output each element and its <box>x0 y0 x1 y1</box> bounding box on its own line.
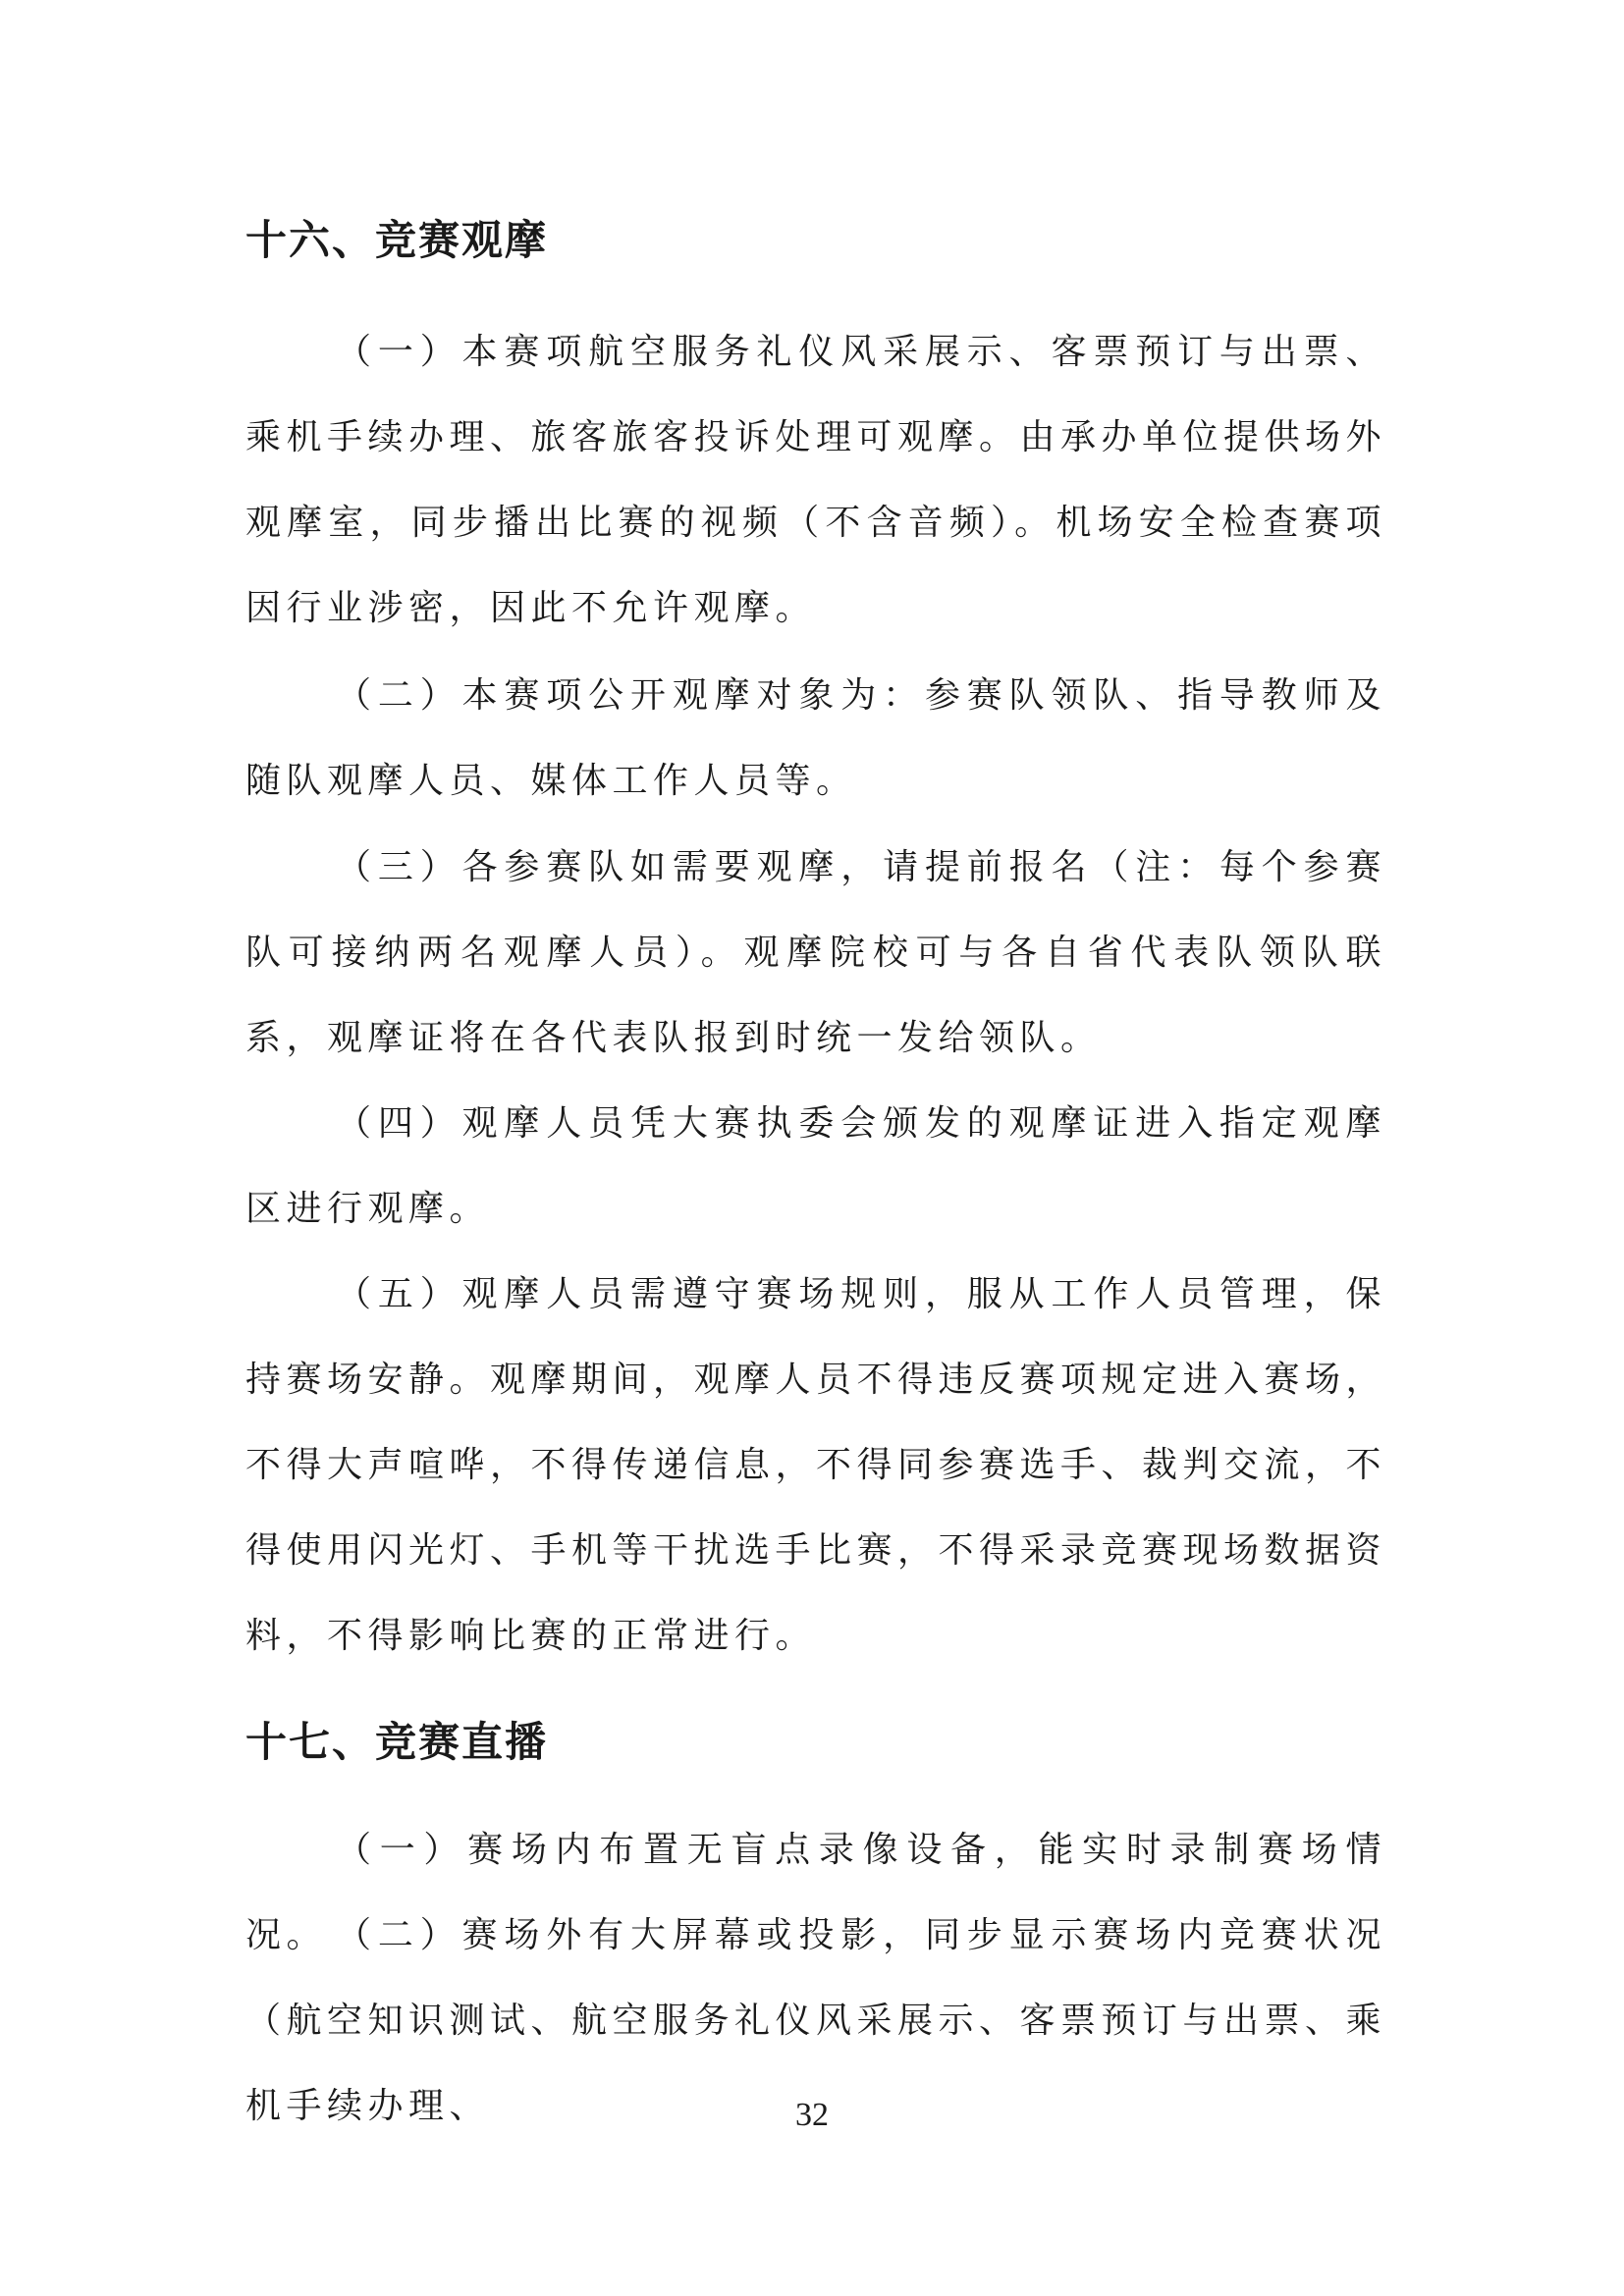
section-16-paragraph-1: （一）本赛项航空服务礼仪风采展示、客票预订与出票、乘机手续办理、旅客旅客投诉处理可观摩。由承办单位提供场外观摩室，同步播出比赛的视频（不含音频）。机场安全检查赛项因行业涉密，因此不允许观摩。 <box>245 332 1387 628</box>
section-heading-17: 十七、竞赛直播 <box>245 1718 549 1766</box>
page-number: 32 <box>795 2097 829 2133</box>
section-16-paragraph-3: （三）各参赛队如需要观摩，请提前报名（注：每个参赛队可接纳两名观摩人员）。观摩院校可与各自省代表队领队联系，观摩证将在各代表队报到时统一发给领队。 <box>245 847 1386 1058</box>
section-heading-16: 十六、竞赛观摩 <box>245 216 549 264</box>
section-17-paragraph-1: （一）赛场内布置无盲点录像设备，能实时录制赛场情况。 <box>245 1830 1386 1955</box>
section-16-paragraph-4: （四）观摩人员凭大赛执委会颁发的观摩证进入指定观摩区进行观摩。 <box>245 1103 1386 1229</box>
section-17-paragraph-2: （二）赛场外有大屏幕或投影，同步显示赛场内竞赛状况（航空知识测试、航空服务礼仪风采展示、客票预订与出票、乘机手续办理、 <box>245 1915 1387 2126</box>
section-16-paragraph-2: （二）本赛项公开观摩对象为：参赛队领队、指导教师及随队观摩人员、媒体工作人员等。 <box>245 675 1386 801</box>
section-16-paragraph-5: （五）观摩人员需遵守赛场规则，服从工作人员管理，保持赛场安静。观摩期间，观摩人员不得违反赛项规定进入赛场，不得大声喧哗，不得传递信息，不得同参赛选手、裁判交流，不得使用闪光灯、手机等干扰选手比赛，不得采录竞赛现场数据资料，不得影响比赛的正常进行。 <box>245 1274 1387 1656</box>
